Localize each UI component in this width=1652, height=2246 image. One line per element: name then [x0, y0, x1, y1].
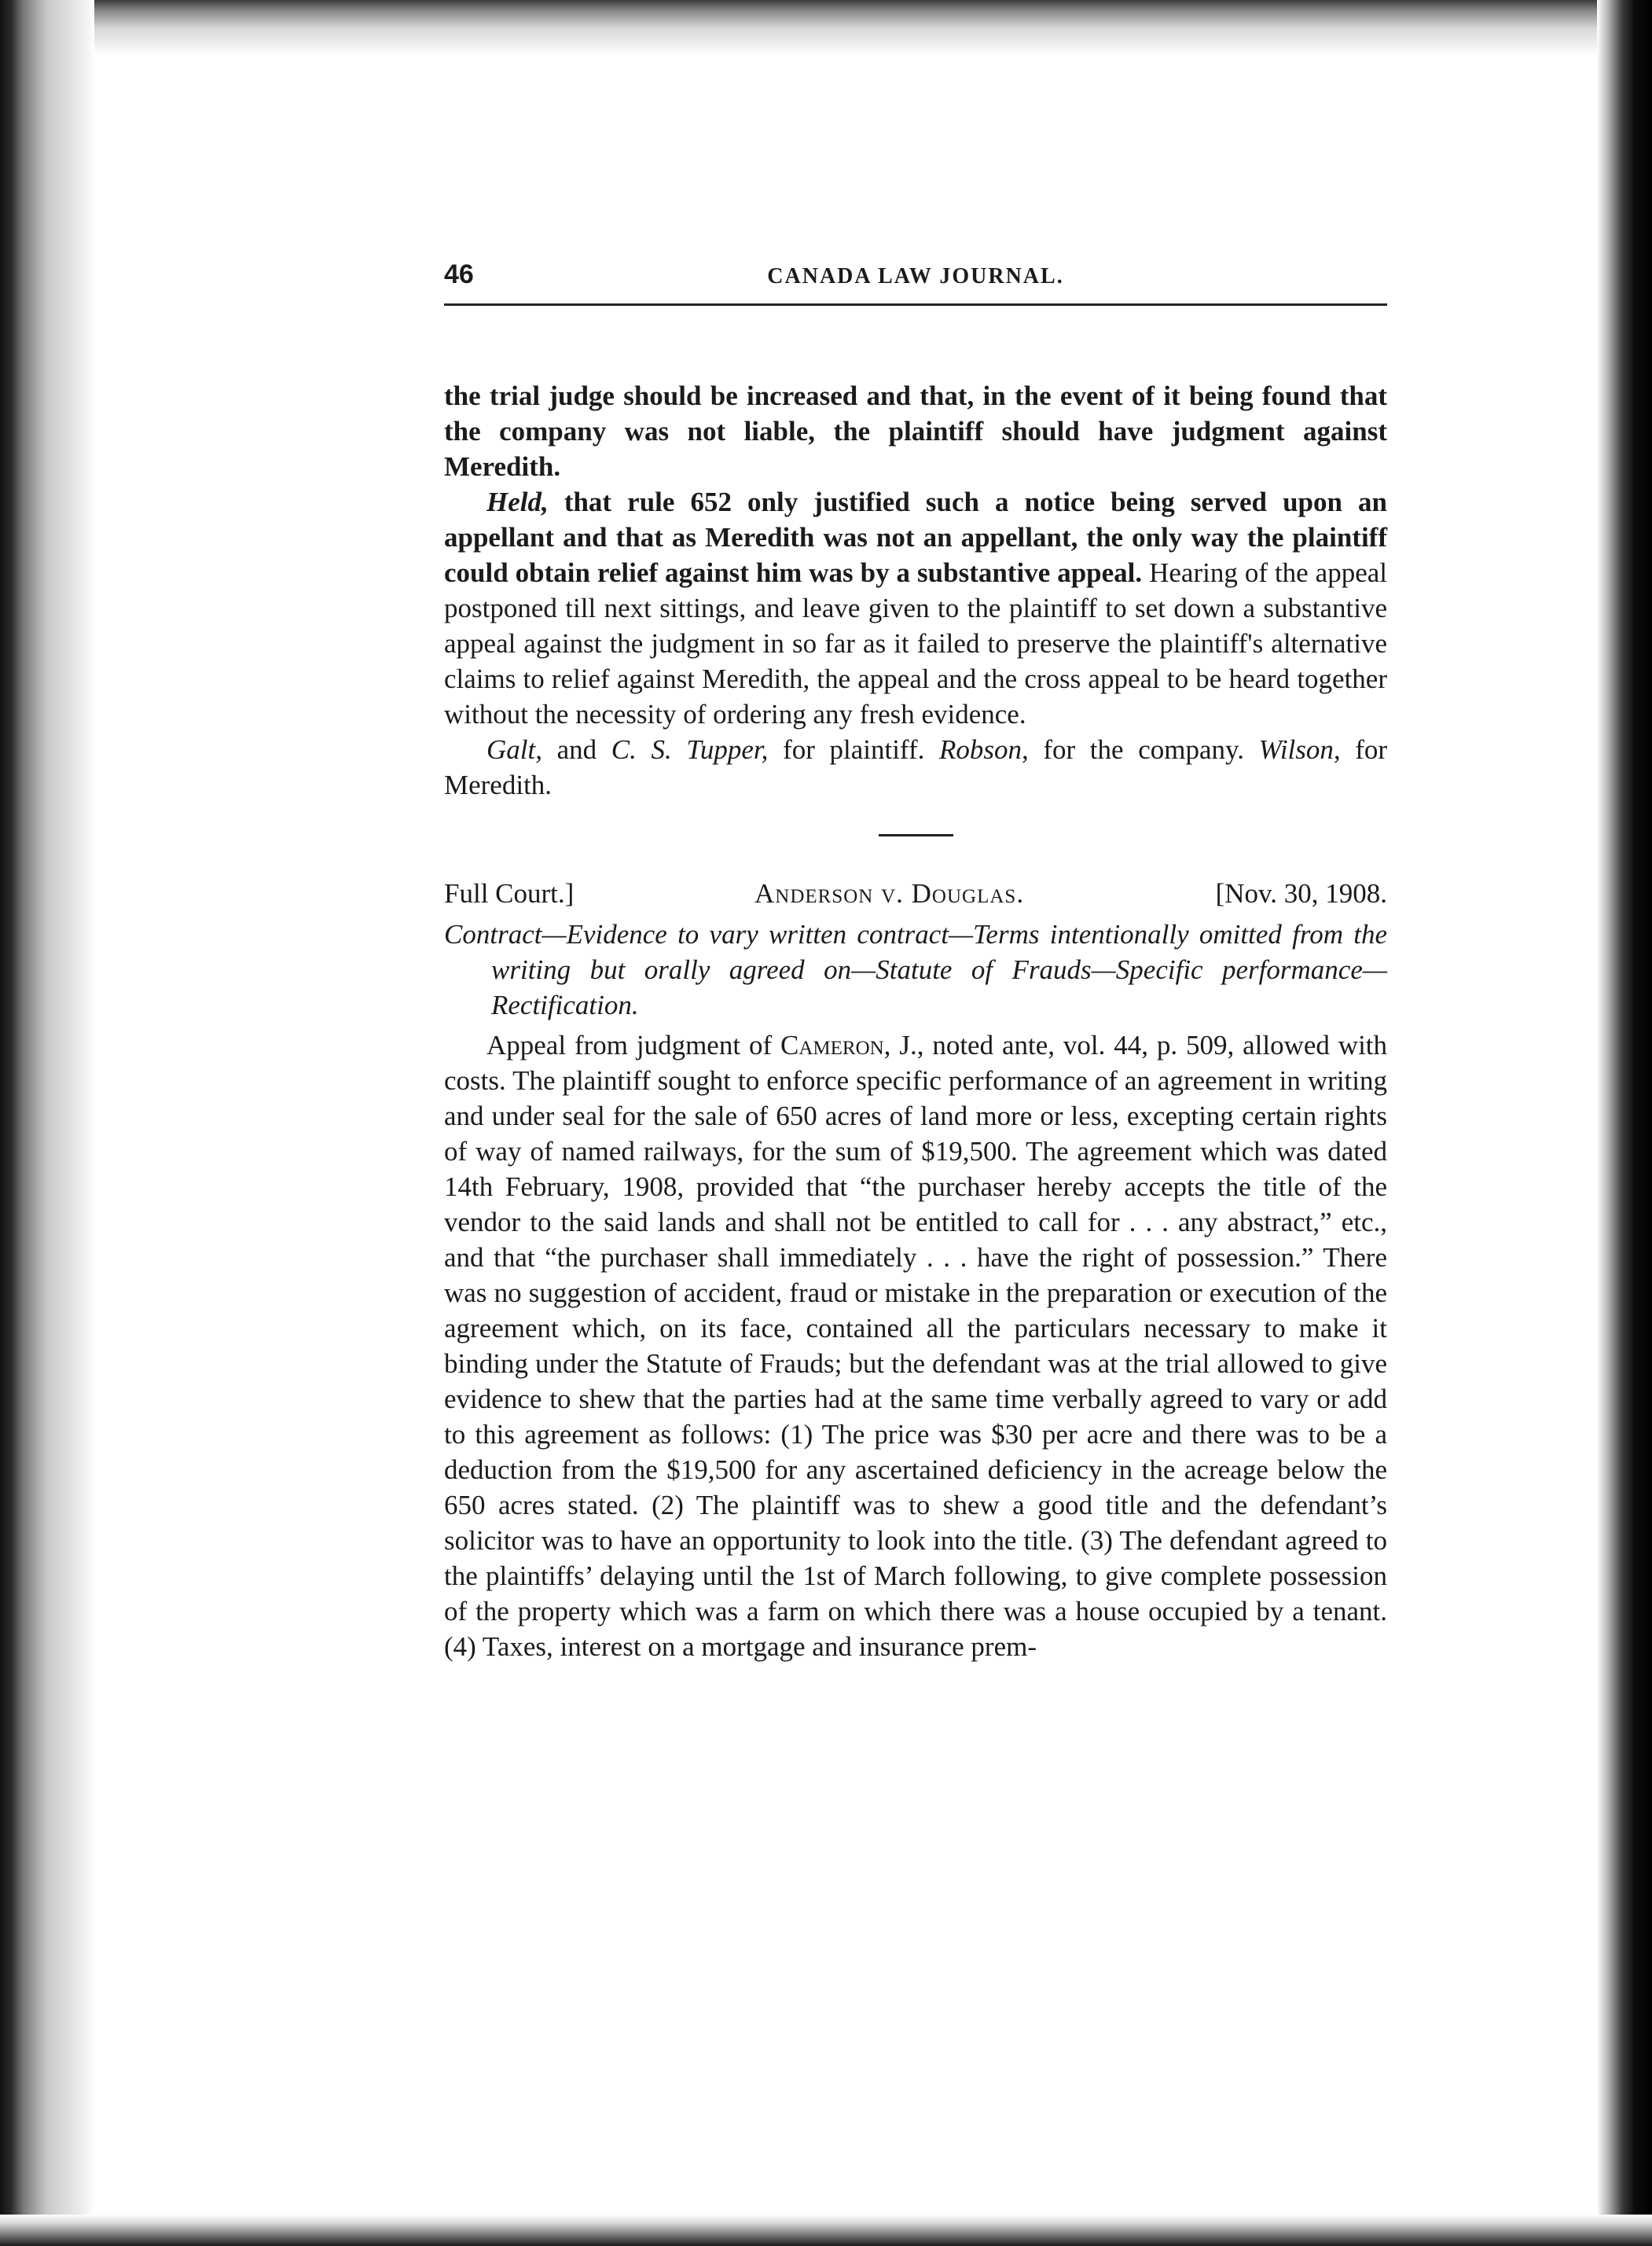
counsel-company: company. — [1138, 734, 1244, 765]
page-number: 46 — [444, 259, 474, 289]
counsel-name-1: Galt, — [486, 734, 542, 765]
appeal-prefix: Appeal from judgment of — [486, 1030, 773, 1061]
counsel-and: and — [556, 734, 597, 765]
held-paragraph — [444, 484, 1387, 732]
scan-border-right — [1597, 0, 1652, 2246]
case-date: [Nov. 30, 1908. — [1215, 878, 1387, 909]
court-name: Full Court.] — [444, 878, 575, 909]
held-label: Held, — [486, 487, 549, 517]
first-case-opening: the trial judge should be increased and that, in the event of it being found that the company was not liable, the plaintiff should have judgment against Meredith. — [444, 380, 1387, 482]
scan-border-left — [0, 0, 94, 2246]
journal-page — [444, 259, 1387, 1664]
held-text: that rule 652 only justified such a notice being served upon an appellant and that as Meredith was not an appellant, the only way the plaintiff could obtain relief against him was by a substantive appeal. — [444, 487, 1388, 588]
case-body — [444, 1027, 1387, 1664]
appeal-text: J., noted ante, vol. 44, p. 509, allowed with costs. The plaintiff sought to enforce specific performance of an agreement in writing and under seal for the sale of 650 acres of land more or less, excepting certain rights of way of named railways, for the sum of $19,500. The agreement which was dated 14th February, 1908, provided that “the purchaser hereby accepts the title of the vendor to the said lands and shall not be entitled to call for . . . any abstract,” etc., and that “the purchaser shall immediately . . . have the right of possession.” There was no suggestion of accident, fraud or mistake in the preparation or execution of the agreement which, on its face, contained all the particulars necessary to make it binding under the Statute of Frauds; but the defendant was at the trial allowed to give evidence to shew that the parties had at the same time verbally agreed to vary or add to this agreement as follows: (1) The price was $30 per acre and there was to be a deduction from the $19,500 for any ascertained deficiency in the acreage below the 650 acres stated. (2) The plaintiff was to shew a good title and the defendant’s solicitor was to have an opportunity to look into the title. (3) The defendant agreed to the plaintiffs’ delaying until the 1st of March following, to give complete possession of the property which was a farm on which there was a house occupied by a tenant. (4) Taxes, interest on a mortgage and insurance prem- — [444, 1030, 1388, 1662]
running-header — [444, 259, 1387, 306]
section-separator — [879, 834, 953, 836]
case-name: Anderson v. Douglas. — [754, 878, 1025, 909]
judge-name: Cameron, — [780, 1030, 891, 1061]
counsel-for-plaintiff: for plaintiff. — [783, 734, 925, 765]
case-headnote: Contract—Evidence to vary written contract—Terms intentionally omitted from the writing but orally agreed on—Statute of Frauds—Specific performance—Rectification. — [444, 919, 1387, 1020]
scan-border-top — [0, 0, 1652, 55]
counsel-name-2: C. S. Tupper, — [611, 734, 769, 765]
counsel-name-3: Robson, — [938, 734, 1029, 765]
counsel-for-the: for the — [1043, 734, 1124, 765]
scan-border-bottom — [0, 2215, 1652, 2246]
counsel-for-meredith: for Meredith. — [444, 734, 1388, 800]
journal-title: CANADA LAW JOURNAL. — [767, 264, 1064, 289]
case-header — [444, 876, 1387, 915]
counsel-paragraph — [444, 732, 1387, 803]
counsel-name-4: Wilson, — [1258, 734, 1341, 765]
held-continuation: Hearing of the appeal postponed till next sittings, and leave given to the plaintiff to set down a substantive appeal against the judgment in so far as it failed to preserve the plaintiff's alternative claims to relief against Meredith, the appeal and the cross appeal to be heard together without the necessity of ordering any fresh evidence. — [444, 557, 1388, 730]
